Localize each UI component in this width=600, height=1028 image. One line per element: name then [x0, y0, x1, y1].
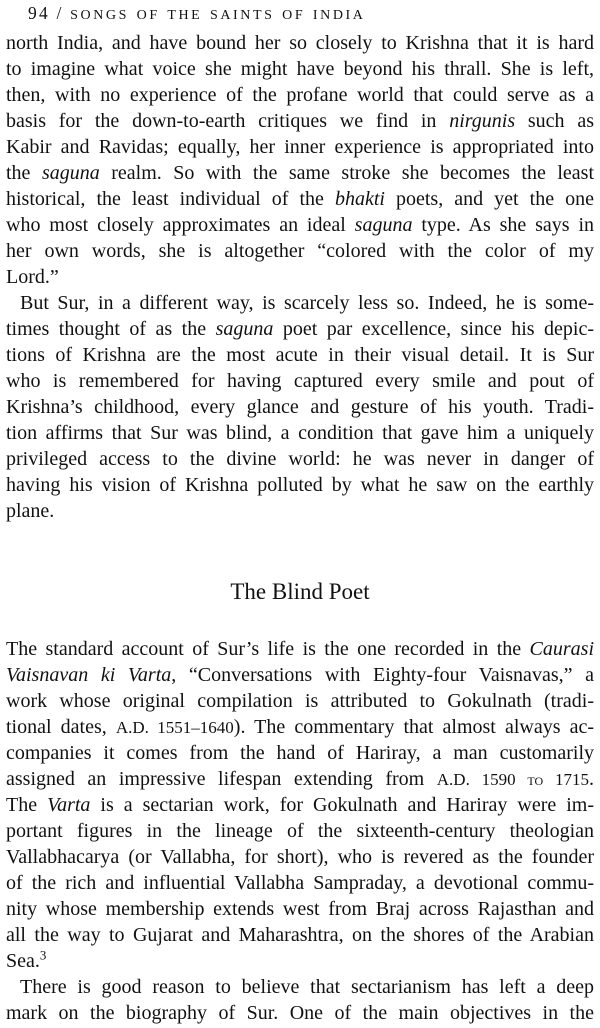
text-line: the saguna realm. So with the same stroke she becomes the least	[6, 162, 595, 184]
text-line: nity whose membership extends west from Braj across Rajasthan and	[6, 898, 594, 920]
date-range: 1551–1640	[148, 718, 234, 737]
section-heading: The Blind Poet	[230, 579, 370, 604]
text-line: Sea.$^3$	[6, 947, 47, 972]
italic-term: Vaisnavan ki Varta	[6, 664, 172, 686]
text-line: tions of Krishna are the most acute in their visual detail. It is Sur	[6, 344, 594, 366]
text-line: having his vision of Krishna polluted by what he saw on the earthly	[6, 474, 594, 496]
book-title: songs of the saints of india	[70, 2, 366, 24]
footnote-marker: 3	[39, 947, 47, 963]
italic-term: saguna	[41, 162, 100, 184]
text-line: work whose original compilation is attributed to Gokulnath (tradi-	[6, 690, 594, 712]
running-head-separator: /	[56, 3, 64, 23]
text-line: then, with no experience of the profane world that could serve as a	[6, 84, 594, 106]
text-line: The Varta is a sectarian work, for Gokulnath and Hariray were im-	[6, 794, 594, 816]
text-line: times thought of as the saguna poet par excellence, since his depic-	[6, 318, 595, 340]
text-line: tion affirms that Sur was blind, a condition that gave him a uniquely	[6, 422, 594, 444]
text-line: portant figures in the lineage of the sixteenth-century theologian	[6, 820, 594, 842]
text-line: Lord.”	[6, 266, 59, 288]
running-head	[28, 3, 548, 23]
text-line: of the rich and influential Vallabha Sampraday, a devotional commu-	[6, 872, 594, 894]
italic-term: saguna	[354, 214, 413, 236]
text-line: tional dates, A.D. 1551–1640). The commentary that almost always ac-	[6, 716, 595, 738]
date-range: 1590 to 1715	[469, 770, 590, 789]
text-line: Vaisnavan ki Varta, “Conversations with Eighty-four Vaisnavas,” a	[6, 664, 594, 686]
text-line: north India, and have bound her so closely to Krishna that it is hard	[6, 32, 594, 54]
text-line: Vallabhacarya (or Vallabha, for short), who is revered as the founder	[6, 846, 594, 868]
book-page	[6, 0, 594, 1028]
italic-term: Varta	[47, 794, 91, 816]
italic-term: bhakti	[334, 188, 385, 210]
text-line: basis for the down-to-earth critiques we find in nirgunis such as	[6, 110, 594, 132]
page-number: 94	[28, 3, 50, 23]
text-line: There is good reason to believe that sectarianism has left a deep	[20, 976, 594, 998]
text-line: Kabir and Ravidas; equally, her inner experience is appropriated into	[6, 136, 594, 158]
era-abbrev: A.D.	[436, 770, 470, 789]
text-line: plane.	[6, 500, 55, 522]
text-line: who most closely approximates an ideal saguna type. As she says in	[6, 214, 595, 236]
era-abbrev: A.D.	[115, 718, 149, 737]
text-line: The standard account of Sur’s life is the one recorded in the Caurasi	[6, 638, 594, 660]
text-line: Krishna’s childhood, every glance and gesture of his youth. Tradi-	[6, 396, 594, 418]
text-line: But Sur, in a different way, is scarcely less so. Indeed, he is some-	[20, 292, 594, 314]
text-line: who is remembered for having captured every smile and pout of	[6, 370, 594, 392]
text-line: assigned an impressive lifespan extending from A.D. 1590 to 1715.	[6, 768, 595, 790]
text-line: all the way to Gujarat and Maharashtra, on the shores of the Arabian	[6, 924, 594, 946]
text-line: her own words, she is altogether “colored with the color of my	[6, 240, 594, 262]
text-line: privileged access to the divine world: he was never in danger of	[6, 448, 594, 470]
italic-term: saguna	[215, 318, 274, 340]
text-line: companies it comes from the hand of Hariray, a man customarily	[6, 742, 594, 764]
text-line: historical, the least individual of the bhakti poets, and yet the one	[6, 188, 594, 210]
text-line: to imagine what voice she might have beyond his thrall. She is left,	[6, 58, 594, 80]
italic-term: Caurasi	[529, 638, 594, 660]
text-line: mark on the biography of Sur. One of the main objectives in the	[6, 1002, 594, 1024]
italic-term: nirgunis	[449, 110, 516, 132]
